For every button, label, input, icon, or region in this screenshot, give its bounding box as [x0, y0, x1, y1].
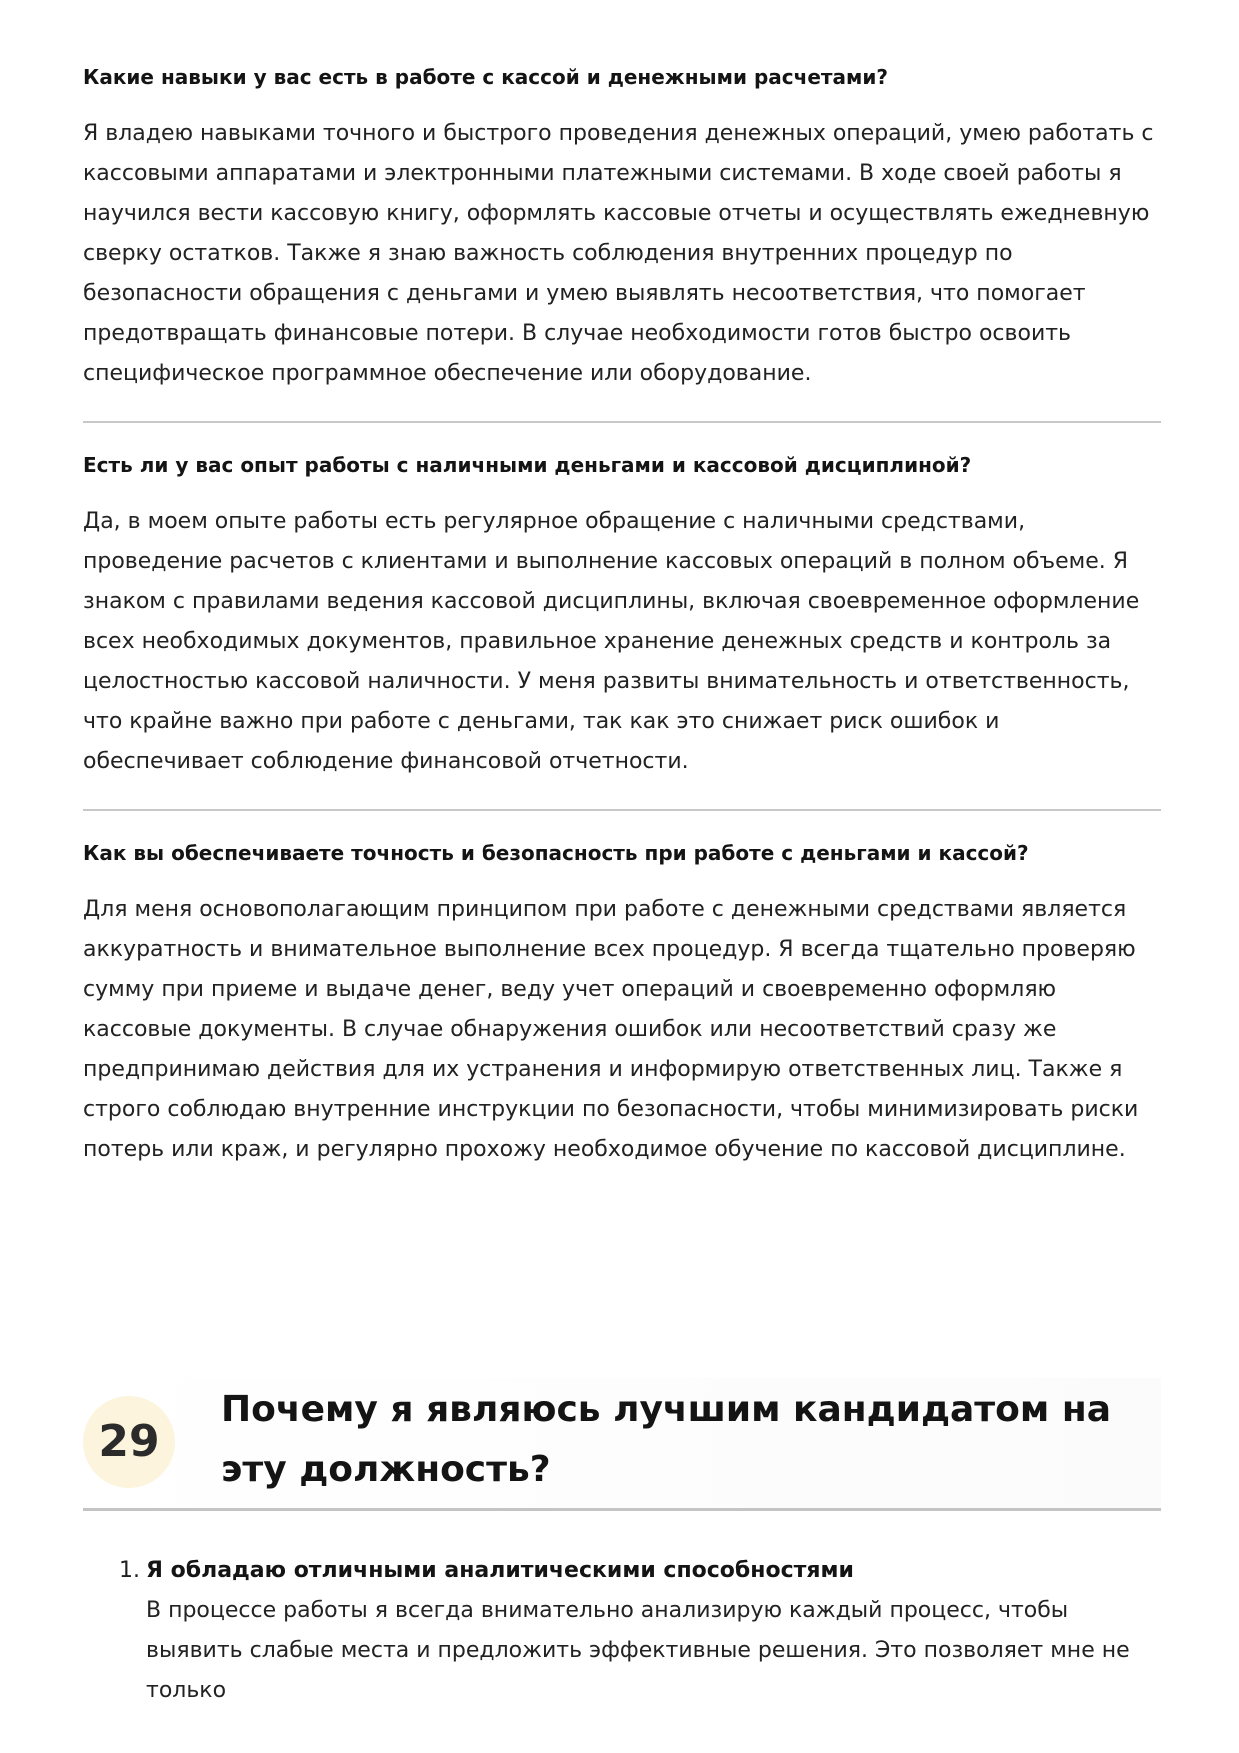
answer-text: Для меня основополагающим принципом при работе с денежными средствами является аккуратность и внимательное выполнение всех процедур. Я всегда тщательно проверяю сумму при приеме и выдаче денег, веду учет операций и своевременно оформляю кассовые документы. В случае обнаружения ошибок или несоответствий сразу же предпринимаю действия для их устранения и информирую ответственных лиц. Также я строго соблюдаю внутренние инструкции по безопасности, чтобы минимизировать риски потерь или краж, и регулярно прохожу необходимое обучение по кассовой дисциплине. — [83, 897, 1139, 1162]
document-page — [83, 62, 1161, 1170]
section-title: Почему я являюсь лучшим кандидатом на эту должность? — [221, 1389, 1112, 1490]
answer-text: Я владею навыками точного и быстрого проведения денежных операций, умею работать с кассовыми аппаратами и электронными платежными системами. В ходе своей работы я научился вести кассовую книгу, оформлять кассовые отчеты и осуществлять ежедневную сверку остатков. Также я знаю важность соблюдения внутренних процедур по безопасности обращения с деньгами и умею выявлять несоответствия, что помогает предотвращать финансовые потери. В случае необходимости готов быстро освоить специфическое программное обеспечение или оборудование. — [83, 121, 1154, 386]
section-header — [83, 1378, 1161, 1511]
list-item-text: В процессе работы я всегда внимательно анализирую каждый процесс, чтобы выявить слабые места и предложить эффективные решения. Это позволяет мне не только — [146, 1598, 1130, 1703]
question-title: Как вы обеспечиваете точность и безопасность при работе с деньгами и кассой? — [83, 841, 1029, 865]
list-item — [83, 1551, 1161, 1711]
qa-block-2 — [83, 450, 1161, 782]
section-29 — [83, 1378, 1161, 1711]
divider — [83, 809, 1161, 811]
qa-block-3 — [83, 838, 1161, 1170]
list-item-title: Я обладаю отличными аналитическими способностями — [146, 1558, 854, 1583]
divider — [83, 421, 1161, 423]
answer-text: Да, в моем опыте работы есть регулярное обращение с наличными средствами, проведение расчетов с клиентами и выполнение кассовых операций в полном объеме. Я знаком с правилами ведения кассовой дисциплины, включая своевременное оформление всех необходимых документов, правильное хранение денежных средств и контроль за целостностью кассовой наличности. У меня развиты внимательность и ответственность, что крайне важно при работе с деньгами, так как это снижает риск ошибок и обеспечивает соблюдение финансовой отчетности. — [83, 509, 1140, 774]
reasons-list — [83, 1551, 1161, 1711]
list-item-number: 1. — [119, 1558, 140, 1583]
question-title: Есть ли у вас опыт работы с наличными деньгами и кассовой дисциплиной? — [83, 453, 972, 477]
qa-block-1 — [83, 62, 1161, 394]
section-number-badge: 29 — [83, 1396, 175, 1488]
question-title: Какие навыки у вас есть в работе с кассой и денежными расчетами? — [83, 65, 888, 89]
